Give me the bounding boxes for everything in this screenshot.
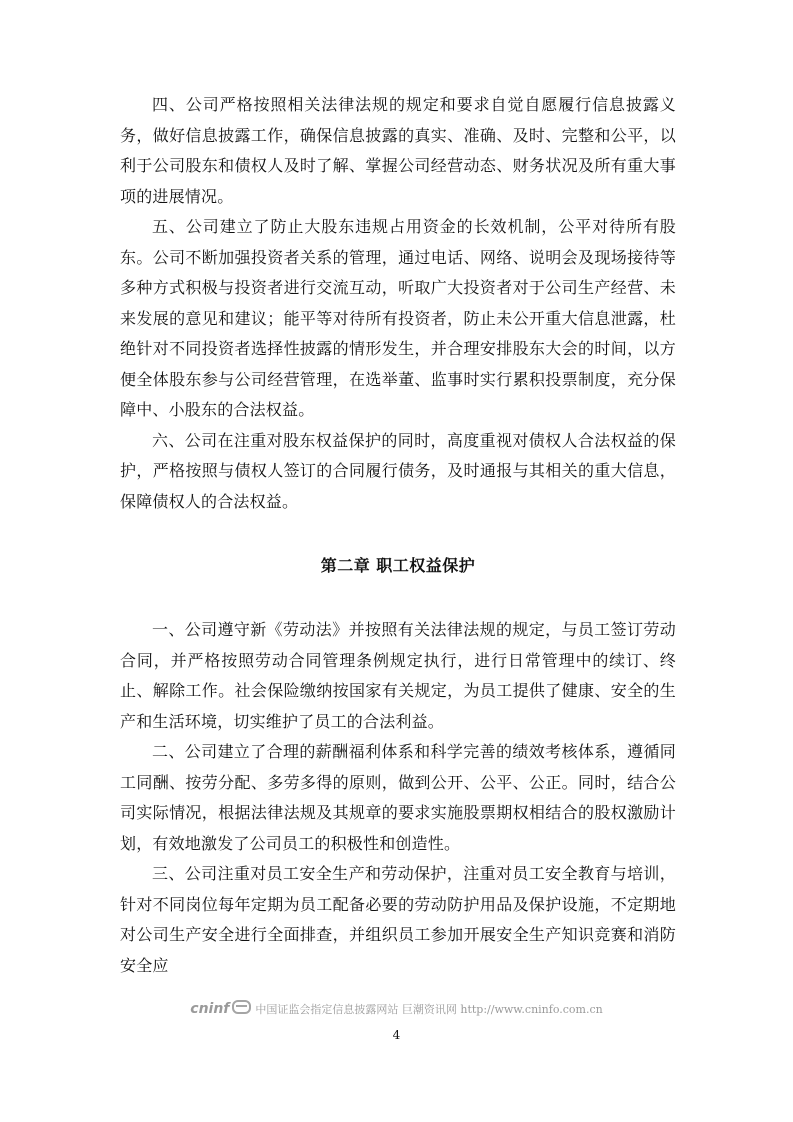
footer [0, 1000, 793, 1017]
paragraph-employees-3: 三、公司注重对员工安全生产和劳动保护，注重对员工安全教育与培训，针对不同岗位每年定期为员工配备必要的劳动防护用品及保护设施，不定期地对公司生产安全进行全面排查，并组织员工参加开展安全生产知识竞赛和消防安全应 [120, 864, 676, 975]
chapter-title: 第二章 职工权益保护 [320, 556, 476, 575]
paragraph-shareholders-4: 四、公司严格按照相关法律法规的规定和要求自觉自愿履行信息披露义务，做好信息披露工作，确保信息披露的真实、准确、及时、完整和公平，以利于公司股东和债权人及时了解、掌握公司经营动态、财务状况及所有重大事项的进展情况。 [120, 95, 676, 206]
document-body [120, 90, 676, 981]
paragraph-shareholders-6: 六、公司在注重对股东权益保护的同时，高度重视对债权人合法权益的保护，严格按照与债权人签订的合同履行债务，及时通报与其相关的重大信息，保障债权人的合法权益。 [120, 430, 676, 511]
footer-text: 中国证监会指定信息披露网站 巨潮资讯网 http://www.cninfo.com.cn [255, 1003, 603, 1016]
cninf-logo: cninf [190, 1001, 230, 1017]
paragraph-employees-2: 二、公司建立了合理的薪酬福利体系和科学完善的绩效考核体系，遵循同工同酬、按劳分配、多劳多得的原则，做到公开、公平、公正。同时，结合公司实际情况，根据法律法规及其规章的要求实施股票期权相结合的股权激励计划，有效地激发了公司员工的积极性和创造性。 [120, 742, 676, 853]
paragraph-employees-1: 一、公司遵守新《劳动法》并按照有关法律法规的规定，与员工签订劳动合同，并严格按照劳动合同管理条例规定执行，进行日常管理中的续订、终止、解除工作。社会保险缴纳按国家有关规定，为员工提供了健康、安全的生产和生活环境，切实维护了员工的合法利益。 [120, 620, 676, 731]
paragraph-shareholders-5: 五、公司建立了防止大股东违规占用资金的长效机制，公平对待所有股东。公司不断加强投资者关系的管理，通过电话、网络、说明会及现场接待等多种方式积极与投资者进行交流互动，听取广大投资者对于公司生产经营、未来发展的意见和建议；能平等对待所有投资者，防止未公开重大信息泄露，杜绝针对不同投资者选择性披露的情形发生，并合理安排股东大会的时间，以方便全体股东参与公司经营管理，在选举董、监事时实行累积投票制度，充分保障中、小股东的合法权益。 [120, 217, 676, 419]
cninf-logo-icon [232, 1000, 251, 1014]
page-number: 4 [392, 1028, 401, 1042]
